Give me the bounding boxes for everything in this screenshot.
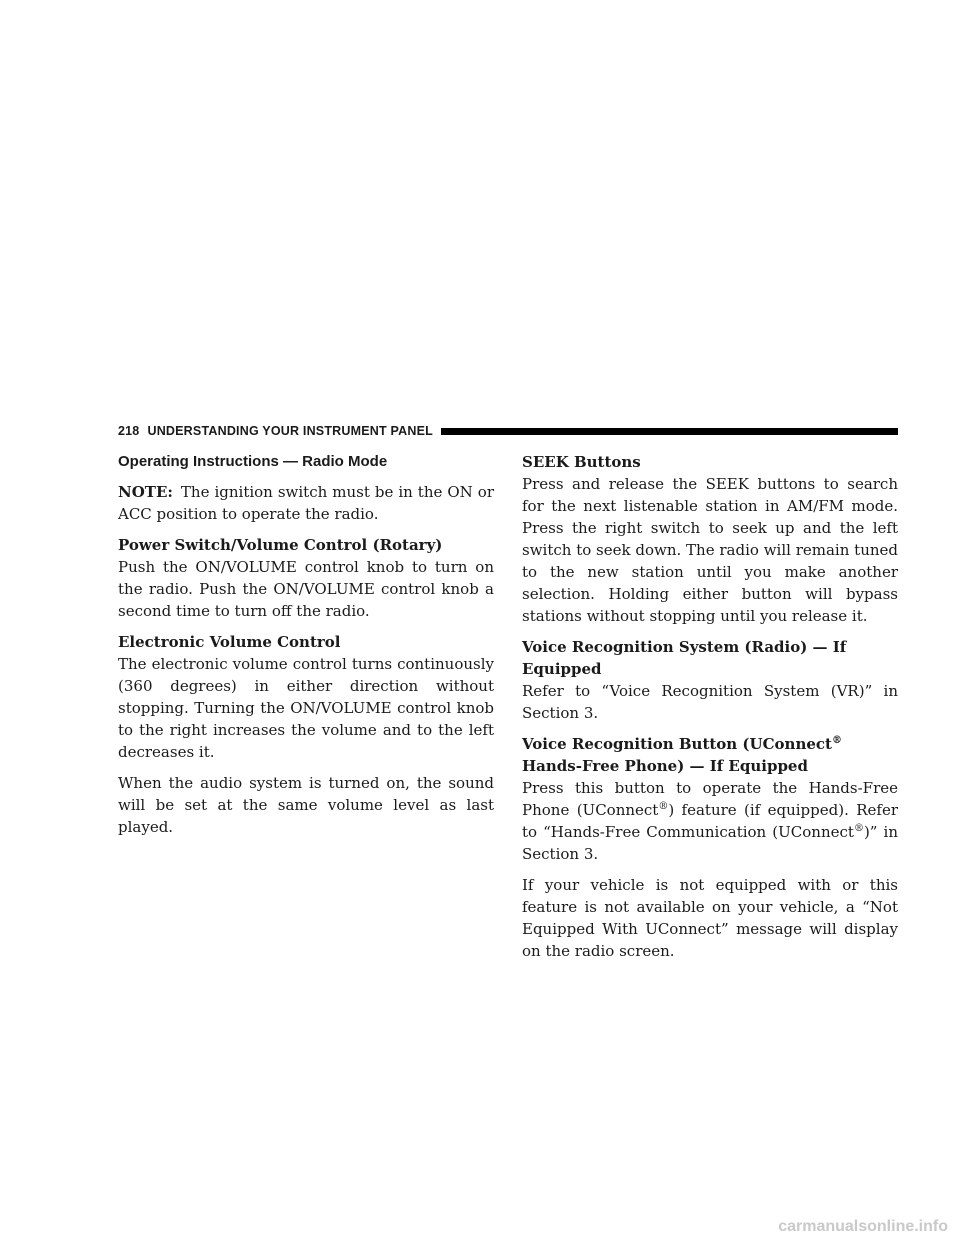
vr-button-text-part-a: Press this button to operate the Hands-Free Phone (UConnect [522,779,898,819]
page-number: 218 [118,424,140,438]
audio-text: When the audio system is turned on, the sound will be set at the same volume level as last played. [118,774,494,836]
header-rule [441,428,898,435]
note-paragraph [118,481,494,525]
vr-button-heading [522,733,898,777]
not-equipped-text: If your vehicle is not equipped with or this feature is not available on your vehicle, a “Not Equipped With UConnect” message will display on the radio screen. [522,876,898,960]
section-title: UNDERSTANDING YOUR INSTRUMENT PANEL [147,424,433,438]
registered-mark: ® [831,735,842,746]
vr-button-text [522,777,898,865]
evc-section [118,631,494,763]
vr-button-heading-part-a: Voice Recognition Button (UConnect [522,735,832,753]
vr-section [522,636,898,724]
registered-mark: ® [853,823,864,834]
registered-mark: ® [658,801,669,812]
page-header [118,424,898,438]
vr-button-section [522,733,898,865]
vr-heading: Voice Recognition System (Radio) — If Equipped [522,638,847,678]
evc-text: The electronic volume control turns continuously (360 degrees) in either direction without stopping. Turning the ON/VOLUME control knob to the right increases the volume and to the left decreases it. [118,655,494,761]
seek-section [522,451,898,627]
power-section [118,534,494,622]
seek-heading: SEEK Buttons [522,453,641,471]
power-text: Push the ON/VOLUME control knob to turn on the radio. Push the ON/VOLUME control knob a second time to turn off the radio. [118,558,494,620]
note-label: NOTE: [118,483,173,501]
vr-button-text-part-c: )” in Section 3. [522,823,899,863]
vr-text: Refer to “Voice Recognition System (VR)” in Section 3. [522,682,898,722]
evc-heading: Electronic Volume Control [118,633,341,651]
power-heading: Power Switch/Volume Control (Rotary) [118,536,443,554]
watermark: carmanualsonline.info [778,1218,948,1235]
right-column [522,451,898,971]
radio-mode-heading: Operating Instructions — Radio Mode [118,453,388,470]
vr-button-text-part-b: ) feature (if equipped). Refer to “Hands-Free Communication (UConnect [522,801,898,841]
seek-text: Press and release the SEEK buttons to search for the next listenable station in AM/FM mode. Press the right switch to seek up and the left switch to seek down. The radio will remain tuned to the new station until you make another selection. Holding either button will bypass stations without stopping until you release it. [522,475,898,625]
note-text: The ignition switch must be in the ON or ACC position to operate the radio. [118,483,494,523]
vr-button-heading-part-b: Hands-Free Phone) — If Equipped [522,757,808,775]
left-column [118,451,494,847]
